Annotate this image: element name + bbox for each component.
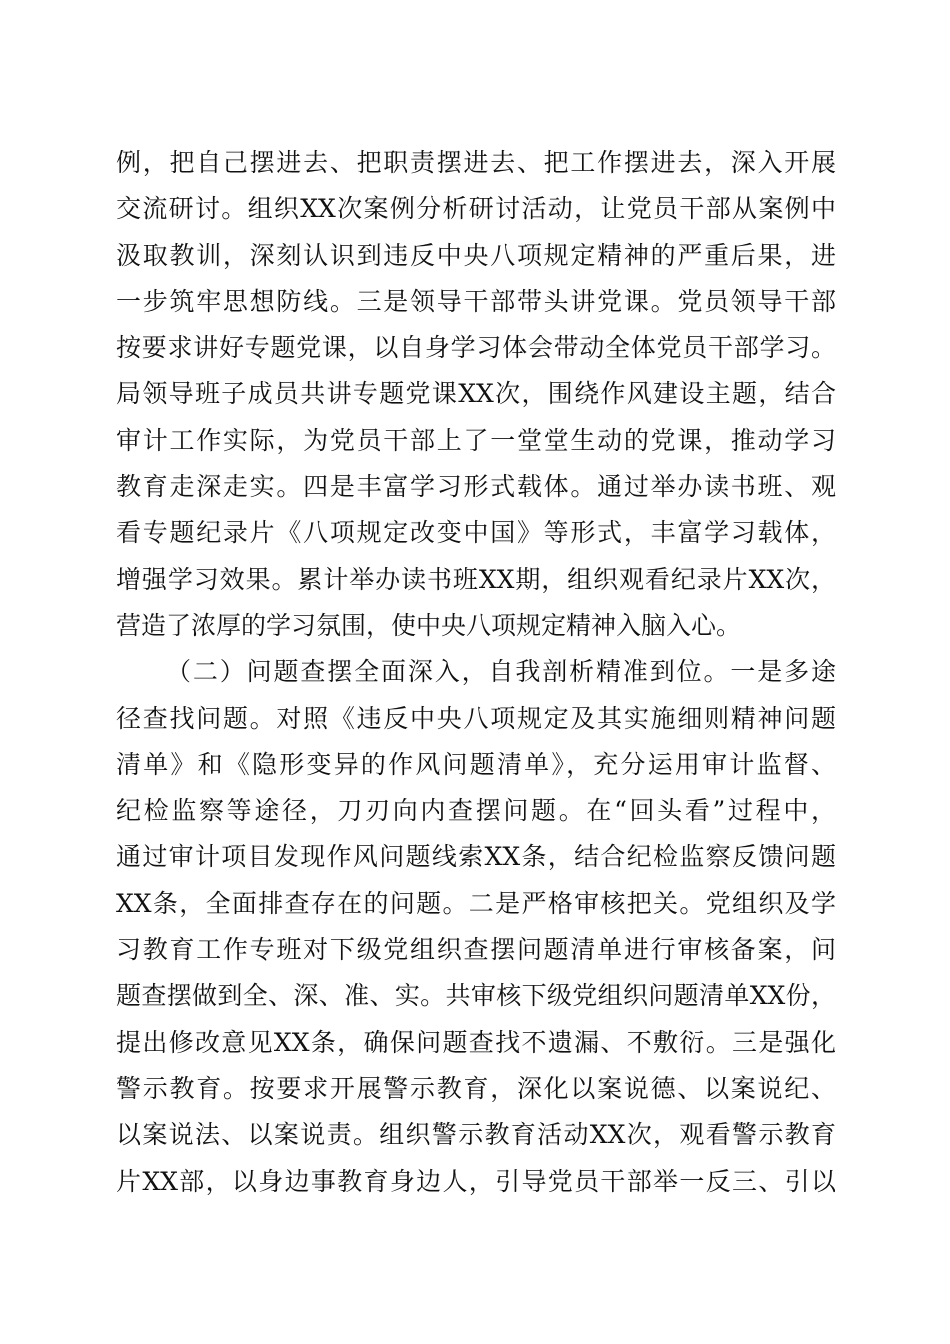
text-line: 纪检监察等途径，刀刃向内查摆问题。在“回头看”过程中， [116,796,836,826]
text-line: 习教育工作专班对下级党组织查摆问题清单进行审核备案，问 [116,935,836,965]
text-line: 提出修改意见XX条，确保问题查找不遗漏、不敷衍。三是强化 [116,1027,836,1057]
text-line: 增强学习效果。累计举办读书班XX期，组织观看纪录片XX次， [116,564,836,594]
text-line: 看专题纪录片《八项规定改变中国》等形式，丰富学习载体， [116,518,836,548]
text-line: 清单》和《隐形变异的作风问题清单》，充分运用审计监督、 [116,749,836,779]
text-line: 片XX部，以身边事教育身边人，引导党员干部举一反三、引以 [116,1166,836,1196]
section-heading-line: （二）问题查摆全面深入，自我剖析精准到位。一是多途 [166,657,836,687]
text-line: 教育走深走实。四是丰富学习形式载体。通过举办读书班、观 [116,472,836,502]
text-line: XX条，全面排查存在的问题。二是严格审核把关。党组织及学 [116,888,836,918]
text-line: 审计工作实际，为党员干部上了一堂堂生动的党课，推动学习 [116,425,836,455]
body-text [116,140,836,1205]
text-line: 交流研讨。组织XX次案例分析研讨活动，让党员干部从案例中 [116,194,836,224]
text-line: 汲取教训，深刻认识到违反中央八项规定精神的严重后果，进 [116,240,836,270]
text-line: 以案说法、以案说责。组织警示教育活动XX次，观看警示教育 [116,1120,836,1150]
text-line: 径查找问题。对照《违反中央八项规定及其实施细则精神问题 [116,703,836,733]
text-line: 按要求讲好专题党课，以自身学习体会带动全体党员干部学习。 [116,333,836,363]
text-line: 一步筑牢思想防线。三是领导干部带头讲党课。党员领导干部 [116,286,836,316]
text-line: 例，把自己摆进去、把职责摆进去、把工作摆进去，深入开展 [116,148,836,177]
text-line: 局领导班子成员共讲专题党课XX次，围绕作风建设主题，结合 [116,379,836,409]
text-line: 通过审计项目发现作风问题线索XX条，结合纪检监察反馈问题 [116,842,836,872]
text-line: 题查摆做到全、深、准、实。共审核下级党组织问题清单XX份， [116,981,836,1011]
text-line: 警示教育。按要求开展警示教育，深化以案说德、以案说纪、 [116,1073,836,1103]
paragraph-end-line: 营造了浓厚的学习氛围，使中央八项规定精神入脑入心。 [116,610,742,640]
